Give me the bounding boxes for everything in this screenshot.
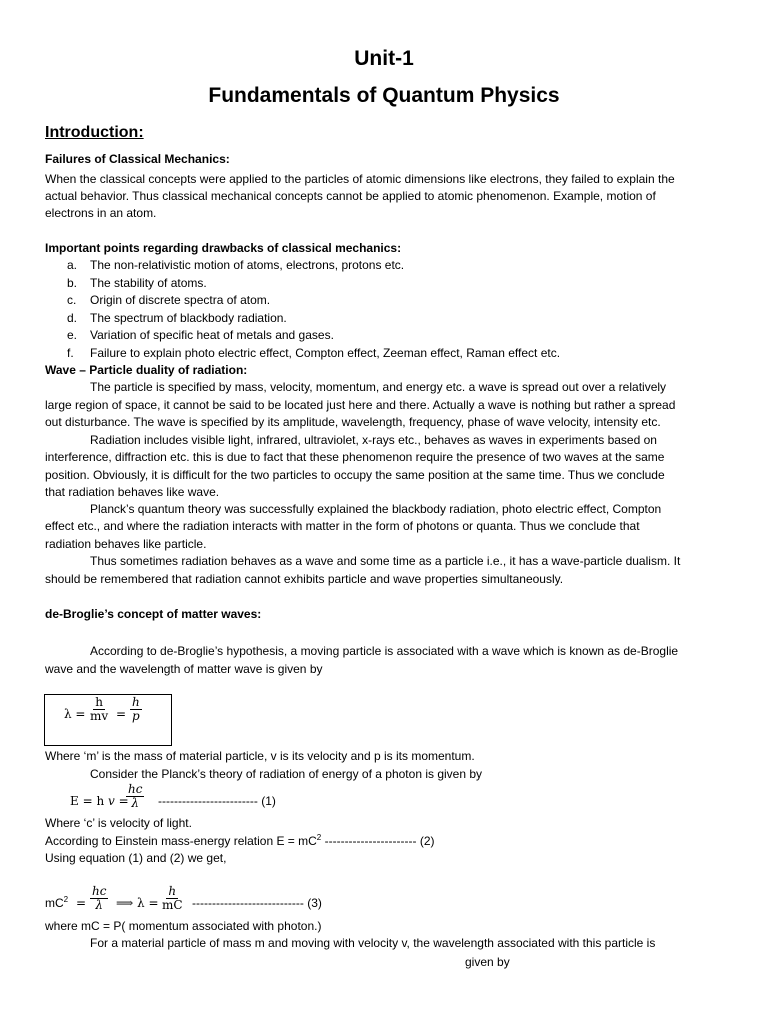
paragraph-line: effect etc., and where the radiation interacts with matter in the form of photons or quanta. Thus we conclude that bbox=[45, 519, 640, 533]
numerator: ℎ𝑐 bbox=[92, 884, 107, 898]
list-marker: c. bbox=[67, 293, 77, 307]
denominator: mv bbox=[90, 709, 109, 723]
list-item: Variation of specific heat of metals and gases. bbox=[90, 328, 334, 342]
fraction-hc-over-lambda bbox=[126, 783, 144, 810]
paragraph-line: The particle is specified by mass, velocity, momentum, and energy etc. a wave is spread out over a relatively bbox=[90, 380, 667, 394]
superscript: 2 bbox=[316, 833, 322, 842]
paragraph-line: radiation behaves like particle. bbox=[45, 537, 207, 551]
paragraph-line: Planck’s quantum theory was successfully explained the blackbody radiation, photo electric effect, Compton bbox=[90, 502, 662, 516]
list-marker: d. bbox=[67, 311, 78, 325]
paragraph-line: should be remembered that radiation cannot exhibits particle and wave properties simultaneously. bbox=[45, 572, 564, 586]
drawbacks-heading: Important points regarding drawbacks of classical mechanics: bbox=[45, 241, 402, 255]
superscript: 2 bbox=[63, 895, 69, 904]
fraction-hc-over-lambda bbox=[90, 885, 108, 912]
equation-3-lhs bbox=[45, 896, 68, 910]
einstein-text: According to Einstein mass-energy relation E = mC bbox=[45, 834, 317, 848]
list-marker: a. bbox=[67, 258, 78, 272]
mc-text: mC bbox=[45, 896, 64, 910]
equation-lambda: λ = bbox=[64, 707, 86, 721]
paragraph-line: wave and the wavelength of matter wave is given by bbox=[45, 662, 323, 676]
paragraph-line: Radiation includes visible light, infrared, ultraviolet, x-rays etc., behaves as waves in experiments based on bbox=[90, 433, 657, 447]
paragraph-line: When the classical concepts were applied to the particles of atomic dimensions like electrons, they failed to explain the bbox=[45, 172, 675, 186]
denominator: λ bbox=[95, 898, 104, 912]
paragraph-line: out disturbance. The wave is specified by its amplitude, wavelength, frequency, phase of wave velocity, intensity etc. bbox=[45, 415, 661, 429]
paragraph-line: position. Obviously, it is difficult for the two particles to occupy the same position at the same time. Thus we conclude bbox=[45, 468, 665, 482]
equation-3-tag: ---------------------------- (3) bbox=[192, 896, 322, 910]
list-item: The stability of atoms. bbox=[90, 276, 207, 290]
paragraph-line: where mC = P( momentum associated with photon.) bbox=[45, 919, 322, 933]
list-item: Failure to explain photo electric effect, Compton effect, Zeeman effect, Raman effect etc. bbox=[90, 346, 561, 360]
list-item: Origin of discrete spectra of atom. bbox=[90, 293, 271, 307]
paragraph-line: For a material particle of mass m and moving with velocity v, the wavelength associated with this particle is bbox=[90, 936, 656, 950]
denominator: mC bbox=[162, 898, 183, 912]
paragraph-line: large region of space, it cannot be said to be located just here and there. Actually a wave is nothing but rather a spread bbox=[45, 398, 676, 412]
paragraph-line: actual behavior. Thus classical mechanical concepts cannot be applied to atomic phenomenon. Example, motion of bbox=[45, 189, 656, 203]
introduction-heading: Introduction: bbox=[45, 124, 144, 141]
equals-sign: = bbox=[76, 896, 87, 910]
paragraph-line: Consider the Planck’s theory of radiation of energy of a photon is given by bbox=[90, 767, 483, 781]
paragraph-line: interference, diffraction etc. this is due to fact that these phenomenon require the presence of two waves at the same bbox=[45, 450, 665, 464]
failures-heading: Failures of Classical Mechanics: bbox=[45, 152, 230, 166]
equation-1-lhs: E = h 𝑣 = bbox=[70, 794, 129, 808]
implies-arrow: ⟹ λ = bbox=[116, 896, 159, 910]
unit-title: Unit-1 bbox=[354, 47, 414, 70]
page-title: Fundamentals of Quantum Physics bbox=[208, 84, 560, 107]
list-marker: e. bbox=[67, 328, 78, 342]
equation-2-tag: ----------------------- (2) bbox=[321, 834, 435, 848]
list-marker: b. bbox=[67, 276, 78, 290]
duality-heading: Wave – Particle duality of radiation: bbox=[45, 363, 248, 377]
list-marker: f. bbox=[67, 346, 74, 360]
list-item: The non-relativistic motion of atoms, electrons, protons etc. bbox=[90, 258, 405, 272]
fraction-h-over-mc bbox=[160, 885, 185, 912]
equals-sign: = bbox=[116, 707, 127, 721]
debroglie-heading: de-Broglie’s concept of matter waves: bbox=[45, 607, 262, 621]
list-item: The spectrum of blackbody radiation. bbox=[90, 311, 287, 325]
fraction-h-over-p bbox=[130, 696, 142, 723]
paragraph-line: that radiation behaves like wave. bbox=[45, 485, 220, 499]
denominator: 𝑝 bbox=[132, 709, 140, 723]
paragraph-line: Using equation (1) and (2) we get, bbox=[45, 851, 227, 865]
numerator: ℎ bbox=[132, 695, 140, 709]
numerator: ℎ bbox=[168, 884, 177, 898]
equation-1-tag: ------------------------- (1) bbox=[158, 794, 276, 808]
einstein-line bbox=[45, 834, 435, 848]
paragraph-line: Where ‘c’ is velocity of light. bbox=[45, 816, 192, 830]
numerator: h bbox=[95, 695, 103, 709]
paragraph-line: Thus sometimes radiation behaves as a wave and some time as a particle i.e., it has a wave-particle dualism. It bbox=[90, 554, 681, 568]
denominator: λ bbox=[131, 796, 140, 810]
fraction-h-over-mv bbox=[88, 696, 110, 723]
paragraph-line: given by bbox=[465, 955, 510, 969]
paragraph-line: According to de-Broglie’s hypothesis, a moving particle is associated with a wave which is known as de-Broglie bbox=[90, 644, 679, 658]
numerator: ℎ𝑐 bbox=[128, 782, 143, 796]
paragraph-line: electrons in an atom. bbox=[45, 206, 157, 220]
paragraph-line: Where ‘m’ is the mass of material particle, v is its velocity and p is its momentum. bbox=[45, 749, 475, 763]
